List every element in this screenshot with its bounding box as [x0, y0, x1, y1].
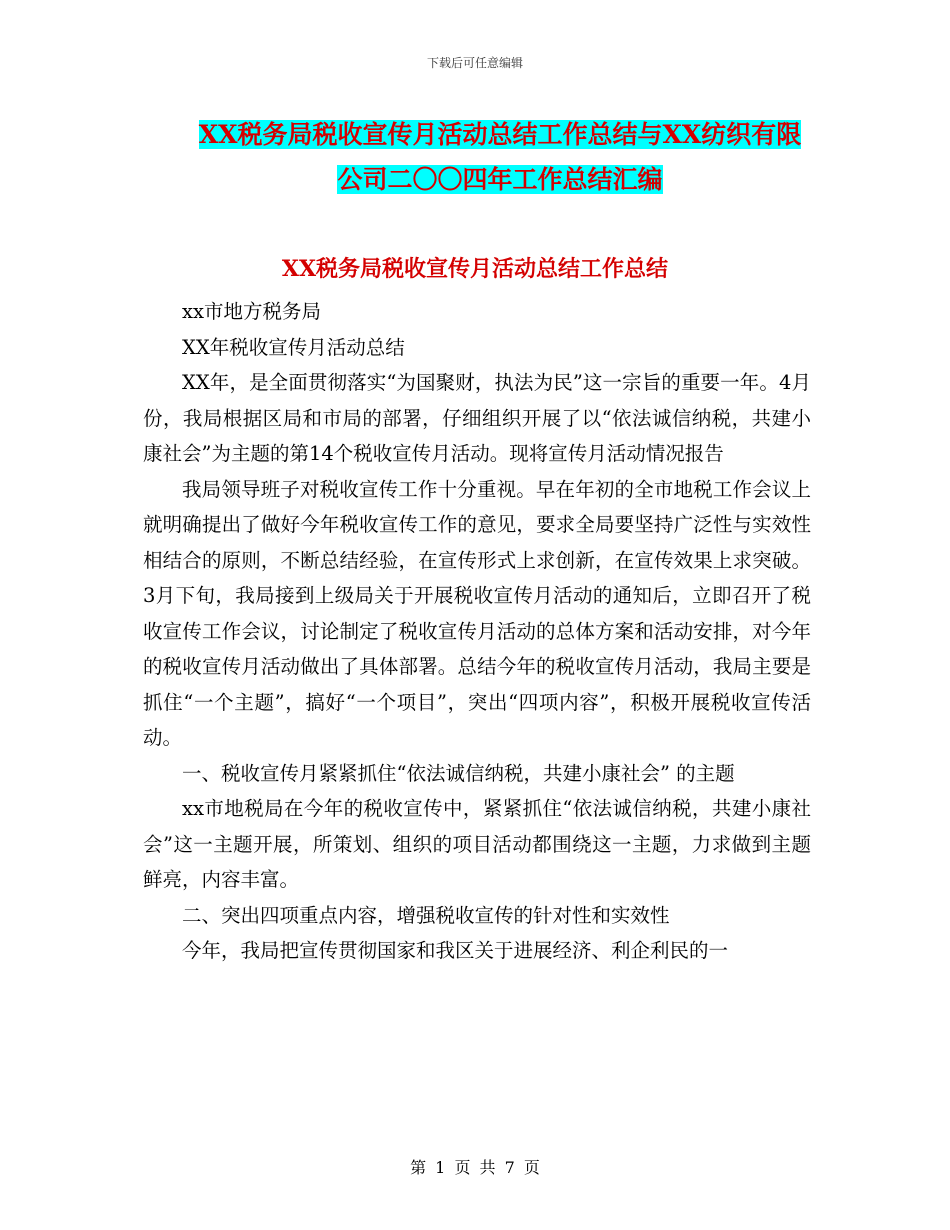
paragraph-heading-2: 二、突出四项重点内容，增强税收宣传的针对性和实效性: [182, 903, 670, 927]
paragraph-intro: XX年，是全面贯彻落实“为国聚财，执法为民”这一宗旨的重要一年。4月份，我局根据区局和市局的部署，仔细组织开展了以“依法诚信纳税，共建小康社会”为主题的第14个税收宣传月活动。现将宣传月活动情况报告: [143, 371, 811, 465]
paragraph-theme: xx市地税局在今年的税收宣传中，紧紧抓住“依法诚信纳税，共建小康社会”这一主题开展，所策划、组织的项目活动都围绕这一主题，力求做到主题鲜亮，内容丰富。: [143, 797, 811, 891]
page-footer: 第 1 页 共 7 页: [410, 1158, 540, 1177]
document-title-line-2: 公司二〇〇四年工作总结汇编: [337, 165, 663, 194]
paragraph-content: 今年，我局把宣传贯彻国家和我区关于进展经济、利企利民的一: [182, 939, 729, 962]
paragraph-report-title: XX年税收宣传月活动总结: [182, 335, 405, 359]
document-body: [143, 294, 811, 969]
document-title: [120, 112, 880, 202]
header-note: 下载后可任意编辑: [426, 56, 523, 70]
document-title-line-1: XX税务局税收宣传月活动总结工作总结与XX纺织有限: [198, 120, 802, 149]
paragraph-leadership: 我局领导班子对税收宣传工作十分重视。早在年初的全市地税工作会议上就明确提出了做好今年税收宣传工作的意见，要求全局要坚持广泛性与实效性相结合的原则，不断总结经验，在宣传形式上求创新，在宣传效果上求突破。3月下旬，我局接到上级局关于开展税收宣传月活动的通知后，立即召开了税收宣传工作会议，讨论制定了税收宣传月活动的总体方案和活动安排，对今年的税收宣传月活动做出了具体部署。总结今年的税收宣传月活动，我局主要是抓住“一个主题”，搞好“一个项目”，突出“四项内容”，积极开展税收宣传活动。: [143, 477, 811, 749]
section-title: XX税务局税收宣传月活动总结工作总结: [281, 256, 669, 282]
paragraph-issuer: xx市地方税务局: [182, 300, 321, 323]
paragraph-heading-1: 一、税收宣传月紧紧抓住“依法诚信纳税，共建小康社会” 的主题: [182, 761, 735, 785]
